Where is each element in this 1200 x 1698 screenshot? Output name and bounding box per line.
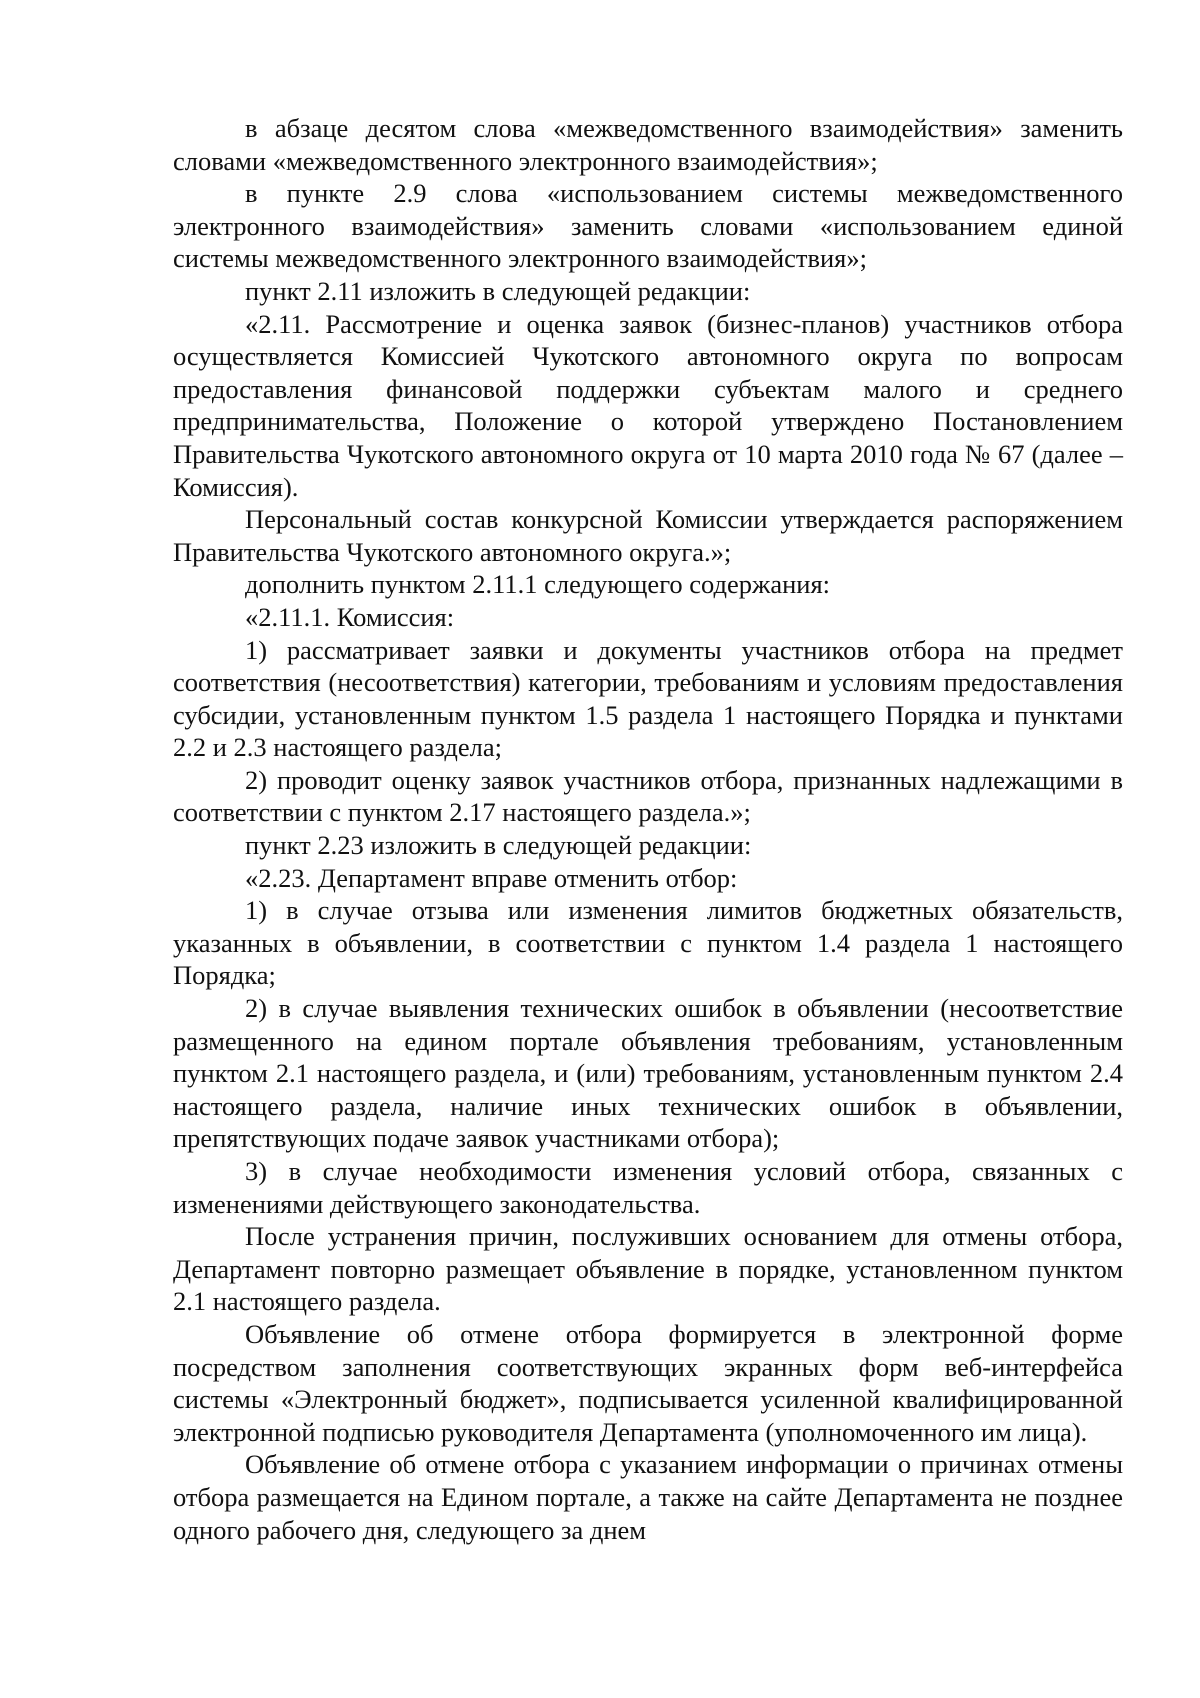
paragraph: Объявление об отмене отбора формируется в электронной форме посредством заполнения соответствующих экранных форм веб-интерфейса системы «Электронный бюджет», подписывается усиленной квалифицированной электронной подписью руководителя Департамента (уполномоченного им лица).: [173, 1318, 1123, 1447]
paragraph: После устранения причин, послуживших основанием для отмены отбора, Департамент повторно размещает объявление в порядке, установленном пунктом 2.1 настоящего раздела.: [173, 1221, 1123, 1317]
paragraph: 1) в случае отзыва или изменения лимитов бюджетных обязательств, указанных в объявлении, в соответствии с пунктом 1.4 раздела 1 настоящего Порядка;: [173, 895, 1123, 991]
paragraph: 1) рассматривает заявки и документы участников отбора на предмет соответствия (несоответствия) категории, требованиям и условиям предоставления субсидии, установленным пунктом 1.5 раздела 1 настоящего Порядка и пунктами 2.2 и 2.3 настоящего раздела;: [173, 634, 1123, 763]
paragraph: «2.23. Департамент вправе отменить отбор:: [245, 862, 738, 893]
paragraph: пункт 2.11 изложить в следующей редакции:: [245, 275, 751, 306]
paragraph: дополнить пунктом 2.11.1 следующего содержания:: [245, 569, 831, 600]
paragraph: 2) в случае выявления технических ошибок в объявлении (несоответствие размещенного на едином портале объявления требованиям, установленным пунктом 2.1 настоящего раздела, и (или) требованиям, установленным пунктом 2.4 настоящего раздела, наличие иных технических ошибок в объявлении, препятствующих подаче заявок участниками отбора);: [173, 993, 1123, 1154]
paragraph: Объявление об отмене отбора с указанием информации о причинах отмены отбора размещается на Едином портале, а также на сайте Департамента не позднее одного рабочего дня, следующего за днем: [173, 1449, 1123, 1545]
paragraph: «2.11.1. Комиссия:: [245, 601, 455, 632]
paragraph: 2) проводит оценку заявок участников отбора, признанных надлежащими в соответствии с пунктом 2.17 настоящего раздела.»;: [173, 764, 1123, 828]
paragraph: в пункте 2.9 слова «использованием системы межведомственного электронного взаимодействия» заменить словами «использованием единой системы межведомственного электронного взаимодействия»;: [173, 178, 1123, 274]
paragraph: 3) в случае необходимости изменения условий отбора, связанных с изменениями действующего законодательства.: [173, 1156, 1123, 1219]
paragraph: пункт 2.23 изложить в следующей редакции:: [245, 830, 752, 861]
paragraph: в абзаце десятом слова «межведомственного взаимодействия» заменить словами «межведомственного электронного взаимодействия»;: [173, 113, 1123, 176]
paragraph: «2.11. Рассмотрение и оценка заявок (бизнес-планов) участников отбора осуществляется Комиссией Чукотского автономного округа по вопросам предоставления финансовой поддержки субъектам малого и среднего предпринимательства, Положение о которой утверждено Постановлением Правительства Чукотского автономного округа от 10 марта 2010 года № 67 (далее – Комиссия).: [173, 308, 1123, 502]
document-page: [173, 112, 1123, 1546]
paragraph: Персональный состав конкурсной Комиссии утверждается распоряжением Правительства Чукотского автономного округа.»;: [173, 504, 1123, 567]
